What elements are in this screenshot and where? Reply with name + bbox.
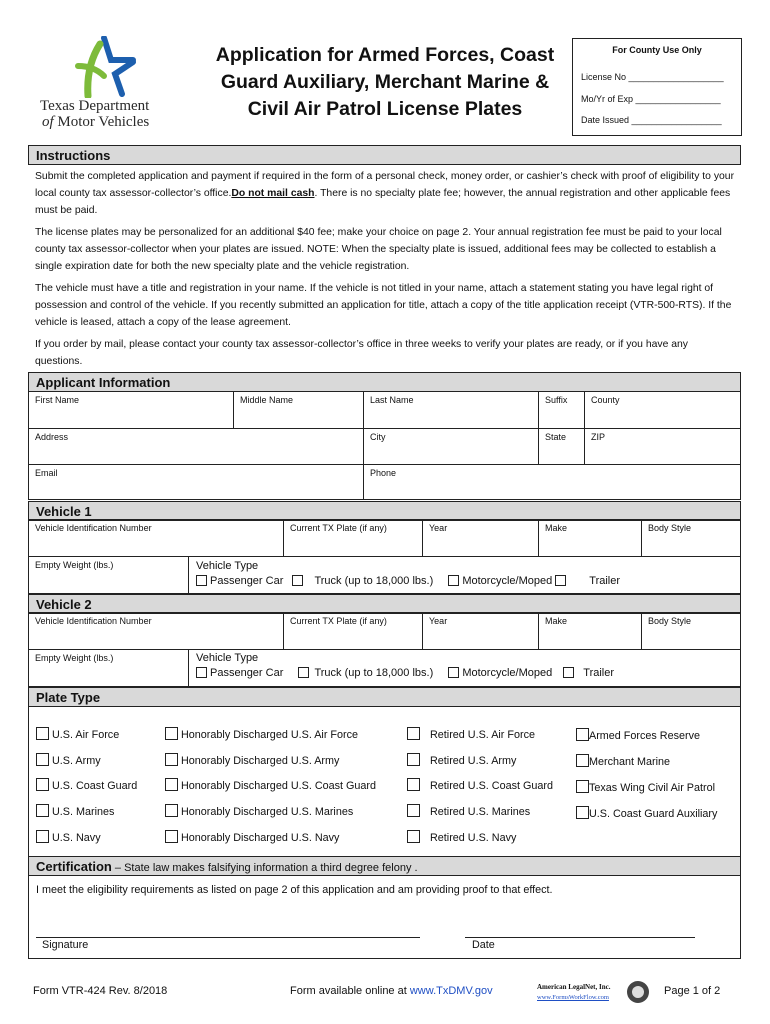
plate-option[interactable] bbox=[407, 804, 530, 818]
vehicle2-header: Vehicle 2 bbox=[28, 594, 741, 614]
legalnet-badge bbox=[533, 981, 653, 1005]
v2-weight-field[interactable]: Empty Weight (lbs.) bbox=[29, 650, 189, 686]
plate-checkbox[interactable] bbox=[165, 727, 178, 740]
v2-make-field[interactable]: Make bbox=[539, 613, 642, 650]
plate-option[interactable] bbox=[576, 806, 717, 820]
plate-type-header: Plate Type bbox=[28, 687, 741, 707]
plate-checkbox[interactable] bbox=[36, 804, 49, 817]
plate-checkbox[interactable] bbox=[407, 804, 420, 817]
license-no-field[interactable]: License No ___________________ bbox=[581, 72, 724, 82]
plate-option[interactable] bbox=[407, 753, 516, 767]
instructions-p1: Submit the completed application and payment if required in the form of a personal check, money order, or cashier’s check with proof of eligibility to your local county tax assessor-collector’s office.Do not mail cash. There is no specialty plate fee; however, the annual registration and other applicable fees must be paid. bbox=[35, 171, 735, 216]
v2-plate-field[interactable]: Current TX Plate (if any) bbox=[284, 613, 423, 650]
v2-truck-checkbox[interactable] bbox=[298, 667, 309, 678]
plate-option-label: U.S. Coast Guard bbox=[52, 780, 138, 792]
vehicle1-grid bbox=[28, 519, 741, 594]
v2-vehicle-type-options: Passenger Car Truck (up to 18,000 lbs.) Motorcycle/Moped Trailer bbox=[196, 667, 614, 679]
plate-option[interactable] bbox=[36, 727, 119, 741]
plate-checkbox[interactable] bbox=[165, 778, 178, 791]
middle-name-field[interactable]: Middle Name bbox=[234, 392, 364, 429]
plate-option-label: U.S. Coast Guard Auxiliary bbox=[589, 808, 718, 820]
logo-line1: Texas Department bbox=[40, 98, 150, 114]
applicant-header: Applicant Information bbox=[28, 372, 741, 392]
certification-statement: I meet the eligibility requirements as listed on page 2 of this application and am providing proof to that effect. bbox=[36, 884, 553, 896]
v2-car-checkbox[interactable] bbox=[196, 667, 207, 678]
v2-body-field[interactable]: Body Style bbox=[642, 613, 740, 650]
v1-year-field[interactable]: Year bbox=[423, 520, 539, 557]
plate-option-label: Honorably Discharged U.S. Air Force bbox=[181, 729, 359, 741]
certification-header: Certification – State law makes falsifying information a third degree felony . bbox=[28, 856, 741, 876]
plate-checkbox[interactable] bbox=[165, 830, 178, 843]
plate-option-label: Armed Forces Reserve bbox=[589, 730, 701, 742]
plate-checkbox[interactable] bbox=[36, 727, 49, 740]
plate-checkbox[interactable] bbox=[576, 754, 589, 767]
first-name-field[interactable]: First Name bbox=[29, 392, 234, 429]
date-issued-field[interactable]: Date Issued __________________ bbox=[581, 115, 722, 125]
email-field[interactable]: Email bbox=[29, 465, 364, 499]
v1-trailer-checkbox[interactable] bbox=[555, 575, 566, 586]
plate-option-label: U.S. Marines bbox=[52, 806, 115, 818]
county-field[interactable]: County bbox=[585, 392, 740, 429]
plate-option-label: Honorably Discharged U.S. Marines bbox=[181, 806, 354, 818]
plate-checkbox[interactable] bbox=[407, 753, 420, 766]
instructions-p2: The license plates may be personalized for an additional $40 fee; make your choice on page 2. Your annual registration fee must be paid to your local county tax assessor-collector when your plates are issued. NOTE: When the specialty plate is issued, additional fees may be collected to establish a single expiration date for both the new specialty plate and the vehicle registration. bbox=[35, 227, 722, 272]
form-available-text: Form available online at www.TxDMV.gov bbox=[290, 985, 493, 997]
plate-checkbox[interactable] bbox=[576, 780, 589, 793]
plate-option[interactable] bbox=[165, 778, 376, 792]
v1-truck-checkbox[interactable] bbox=[292, 575, 303, 586]
signature-line[interactable] bbox=[36, 937, 420, 938]
county-use-box bbox=[572, 38, 742, 136]
plate-option-label: U.S. Army bbox=[52, 755, 101, 767]
plate-checkbox[interactable] bbox=[576, 806, 589, 819]
plate-option[interactable] bbox=[165, 727, 358, 741]
vehicle2-grid bbox=[28, 612, 741, 687]
plate-option-label: Honorably Discharged U.S. Army bbox=[181, 755, 340, 767]
legalnet-url: www.FormsWorkFlow.com bbox=[537, 994, 609, 1001]
county-header: For County Use Only bbox=[612, 45, 702, 55]
page-number: Page 1 of 2 bbox=[664, 985, 721, 997]
plate-option[interactable] bbox=[576, 728, 700, 742]
legalnet-name: American LegalNet, Inc. bbox=[537, 983, 611, 991]
vehicle1-header: Vehicle 1 bbox=[28, 501, 741, 521]
v1-weight-field[interactable]: Empty Weight (lbs.) bbox=[29, 557, 189, 593]
last-name-field[interactable]: Last Name bbox=[364, 392, 539, 429]
plate-option[interactable] bbox=[407, 778, 553, 792]
plate-checkbox[interactable] bbox=[36, 753, 49, 766]
plate-checkbox[interactable] bbox=[407, 727, 420, 740]
plate-option[interactable] bbox=[36, 830, 101, 844]
v1-vehicle-type-options: Passenger Car Truck (up to 18,000 lbs.) Motorcycle/Moped Trailer bbox=[196, 575, 620, 587]
plate-option[interactable] bbox=[165, 753, 339, 767]
city-field[interactable]: City bbox=[364, 429, 539, 465]
date-line[interactable] bbox=[465, 937, 695, 938]
exp-field[interactable]: Mo/Yr of Exp _________________ bbox=[581, 94, 721, 104]
plate-checkbox[interactable] bbox=[407, 830, 420, 843]
plate-checkbox[interactable] bbox=[407, 778, 420, 791]
plate-checkbox[interactable] bbox=[576, 728, 589, 741]
zip-field[interactable]: ZIP bbox=[585, 429, 740, 465]
plate-option[interactable] bbox=[576, 780, 715, 794]
instructions-p3: The vehicle must have a title and registration in your name. If the vehicle is not titled in your name, attach a statement stating you have legal right of possession and control of the vehicle. If you recently submitted an application for title, attach a copy of the title application receipt (VTR-500-RTS). If the vehicle is leased, attach a copy of the lease agreement. bbox=[35, 283, 732, 328]
plate-option-label: Honorably Discharged U.S. Coast Guard bbox=[181, 780, 377, 792]
v1-make-field[interactable]: Make bbox=[539, 520, 642, 557]
star-logo-icon bbox=[38, 36, 178, 98]
v1-vehicle-type-label: Vehicle Type bbox=[196, 560, 259, 572]
address-field[interactable]: Address bbox=[29, 429, 364, 465]
plate-option-label: Retired U.S. Marines bbox=[430, 806, 531, 818]
suffix-field[interactable]: Suffix bbox=[539, 392, 585, 429]
plate-checkbox[interactable] bbox=[36, 830, 49, 843]
plate-option-label: Retired U.S. Army bbox=[430, 755, 517, 767]
v1-car-checkbox[interactable] bbox=[196, 575, 207, 586]
logo-line2: of Motor Vehicles bbox=[42, 114, 150, 130]
plate-checkbox[interactable] bbox=[36, 778, 49, 791]
legalnet-logo-icon bbox=[627, 981, 649, 1003]
plate-option[interactable] bbox=[407, 727, 535, 741]
state-field[interactable]: State bbox=[539, 429, 585, 465]
plate-option[interactable] bbox=[407, 830, 516, 844]
plate-option[interactable] bbox=[576, 754, 670, 768]
v2-year-field[interactable]: Year bbox=[423, 613, 539, 650]
plate-option-label: Honorably Discharged U.S. Navy bbox=[181, 832, 340, 844]
instructions-header: Instructions bbox=[28, 145, 741, 165]
plate-option-label: U.S. Navy bbox=[52, 832, 101, 844]
page-title: Application for Armed Forces, Coast Guard Auxiliary, Merchant Marine & Civil Air Patrol License Plates bbox=[215, 44, 555, 120]
txdmv-link[interactable]: www.TxDMV.gov bbox=[409, 985, 493, 997]
instructions-p4: If you order by mail, please contact your county tax assessor-collector’s office in three weeks to verify your plates are ready, or if you have any questions. bbox=[35, 339, 689, 367]
v2-vin-field[interactable]: Vehicle Identification Number bbox=[29, 613, 284, 650]
plate-option-label: Retired U.S. Navy bbox=[430, 832, 517, 844]
v1-body-field[interactable]: Body Style bbox=[642, 520, 740, 557]
v1-plate-field[interactable]: Current TX Plate (if any) bbox=[284, 520, 423, 557]
plate-option-label: U.S. Air Force bbox=[52, 729, 120, 741]
date-label: Date bbox=[472, 939, 495, 951]
plate-checkbox[interactable] bbox=[165, 753, 178, 766]
v2-moto-checkbox[interactable] bbox=[448, 667, 459, 678]
plate-option[interactable] bbox=[165, 830, 339, 844]
plate-checkbox[interactable] bbox=[165, 804, 178, 817]
plate-option-label: Texas Wing Civil Air Patrol bbox=[589, 782, 715, 794]
txdmv-logo bbox=[38, 36, 178, 131]
phone-field[interactable]: Phone bbox=[370, 468, 397, 478]
plate-option-label: Merchant Marine bbox=[589, 756, 671, 768]
v2-trailer-checkbox[interactable] bbox=[563, 667, 574, 678]
v1-vin-field[interactable]: Vehicle Identification Number bbox=[29, 520, 284, 557]
plate-option[interactable] bbox=[36, 778, 137, 792]
applicant-grid bbox=[28, 391, 741, 500]
signature-label: Signature bbox=[42, 939, 89, 951]
plate-option-label: Retired U.S. Air Force bbox=[430, 729, 536, 741]
form-number: Form VTR-424 Rev. 8/2018 bbox=[33, 985, 168, 997]
plate-option[interactable] bbox=[165, 804, 353, 818]
v1-moto-checkbox[interactable] bbox=[448, 575, 459, 586]
plate-option[interactable] bbox=[36, 804, 114, 818]
v2-vehicle-type-label: Vehicle Type bbox=[196, 652, 259, 664]
plate-option[interactable] bbox=[36, 753, 101, 767]
plate-option-label: Retired U.S. Coast Guard bbox=[430, 780, 554, 792]
